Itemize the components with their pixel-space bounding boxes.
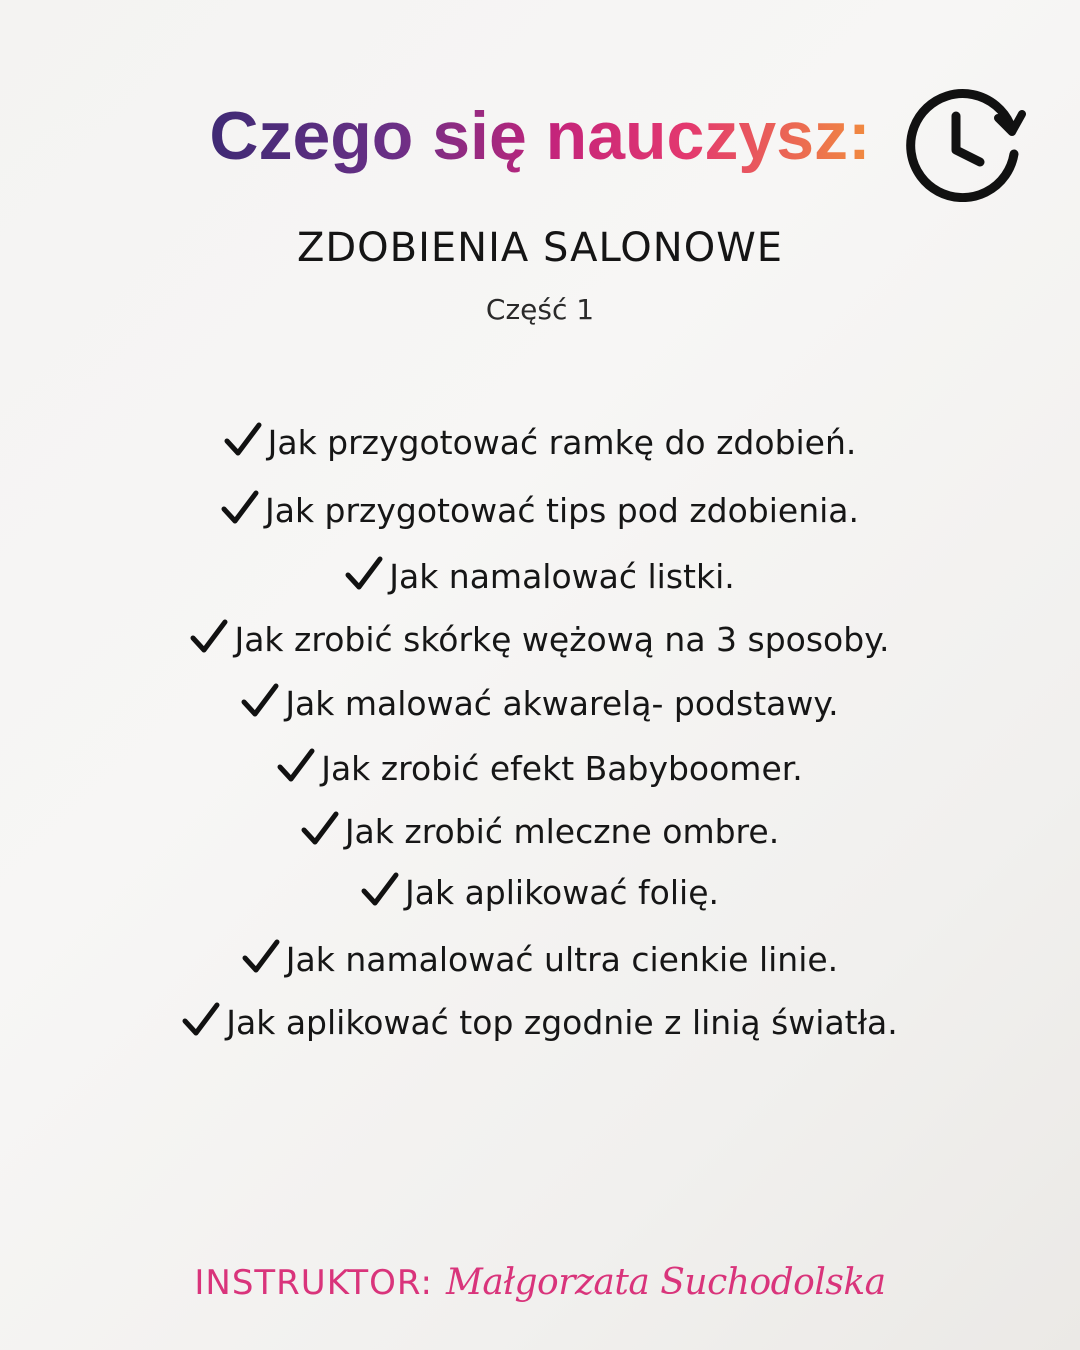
list-item xyxy=(0,746,1080,792)
checkmark-icon xyxy=(190,619,228,655)
list-item xyxy=(0,1000,1080,1046)
list-item-text: Jak aplikować folię. xyxy=(405,873,719,912)
checkmark-icon xyxy=(361,872,399,908)
checkmark-icon xyxy=(277,748,315,784)
list-item xyxy=(0,681,1080,727)
page-title-text: Czego się nauczysz: xyxy=(209,98,871,174)
clock-refresh-icon xyxy=(898,82,1028,202)
checkmark-icon xyxy=(301,811,339,847)
list-item-text: Jak namalować ultra cienkie linie. xyxy=(285,940,839,979)
list-item xyxy=(0,617,1080,663)
checkmark-icon xyxy=(242,939,280,975)
checkmark-icon xyxy=(182,1002,220,1038)
course-part: Część 1 xyxy=(485,293,595,326)
list-item xyxy=(0,554,1080,600)
checkmark-icon xyxy=(241,683,279,719)
list-item-text: Jak zrobić skórkę wężową na 3 sposoby. xyxy=(234,620,890,659)
checkmark-icon xyxy=(221,490,259,526)
list-item-text: Jak aplikować top zgodnie z linią światła. xyxy=(226,1003,898,1042)
checkmark-icon xyxy=(224,422,262,458)
course-title: ZDOBIENIA SALONOWE xyxy=(296,225,784,271)
list-item xyxy=(0,937,1080,983)
list-item xyxy=(0,809,1080,855)
instructor-label: INSTRUKTOR: xyxy=(194,1263,433,1303)
list-item xyxy=(0,488,1080,534)
list-item xyxy=(0,420,1080,466)
list-item xyxy=(0,870,1080,916)
list-item-text: Jak zrobić mleczne ombre. xyxy=(344,812,780,851)
checkmark-icon xyxy=(345,556,383,592)
list-item-text: Jak malować akwarelą- podstawy. xyxy=(285,684,839,723)
list-item-text: Jak przygotować tips pod zdobienia. xyxy=(264,491,860,530)
instructor-name: Małgorzata Suchodolska xyxy=(446,1262,886,1303)
list-item-text: Jak przygotować ramkę do zdobień. xyxy=(267,423,857,462)
list-item-text: Jak namalować listki. xyxy=(389,557,735,596)
list-item-text: Jak zrobić efekt Babyboomer. xyxy=(321,749,803,788)
instructor-credit xyxy=(0,1262,1080,1303)
